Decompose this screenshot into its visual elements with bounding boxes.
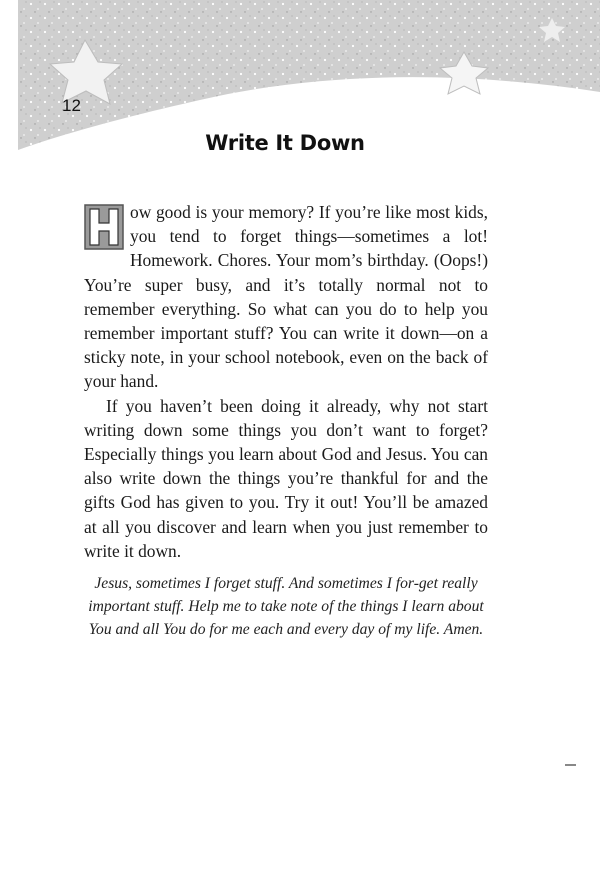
page-title: Write It Down — [205, 131, 365, 155]
margin-mark — [565, 764, 576, 766]
paragraph-1 — [84, 200, 488, 394]
body-text — [84, 200, 488, 563]
paragraph-2: If you haven’t been doing it already, why not start writing down some things you don’t want to forget? Especially things you learn about God and Jesus. You can also write down the things you’re thankful for and the gifts God has given to you. Try it out! You’ll be amazed at all you discover and learn when you just remember to write it down. — [84, 395, 488, 561]
prayer-paragraph: Jesus, sometimes I forget stuff. And sometimes I for-get really important stuff. Help me to take note of the things I learn about You and all You do for me each and every day of my life. Amen. — [88, 575, 484, 638]
page-number: 12 — [62, 96, 81, 115]
drop-cap-letter — [84, 204, 124, 250]
paragraph-1-text: ow good is your memory? If you’re like most kids, you tend to forget things—sometimes a lot! Homework. Chores. Your mom’s birthday. (Oops!) You’re super busy, and it’s totally normal not to remember everything. So what can you do to help you remember important stuff? You can write it down—on a sticky note, in your school notebook, even on the back of your hand. — [84, 202, 488, 392]
prayer-text — [84, 573, 488, 641]
